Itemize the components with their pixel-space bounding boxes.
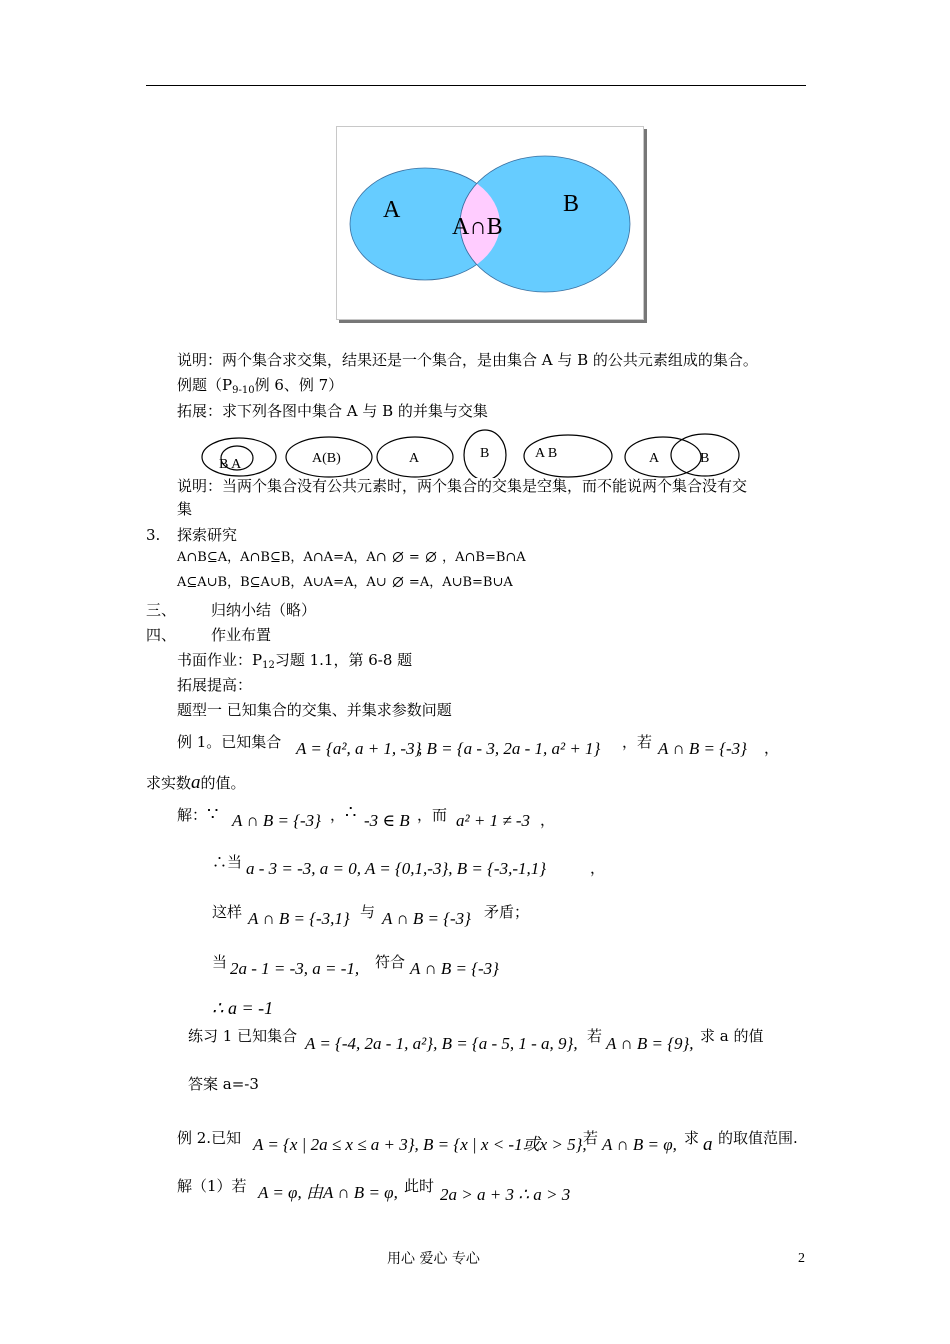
- problem-type-1: 题型一 已知集合的交集、并集求参数问题: [177, 701, 452, 719]
- example-1-condition: A ∩ B = {-3}: [658, 739, 747, 758]
- solution-1-case-1-lead: ∴当: [212, 853, 243, 871]
- diagram-6: [625, 434, 739, 477]
- example-reference: 例题（$P_{9-10}$例 6、例 7）: [177, 376, 344, 396]
- solution-1-comma: ，: [330, 806, 346, 824]
- solution-1-answer: ∴ a = -1: [212, 998, 274, 1018]
- diagram-1-label: B A: [219, 457, 242, 472]
- venn-diagram: [337, 127, 643, 319]
- example-2-qiu: 求: [684, 1129, 700, 1147]
- note-intersection: 说明：两个集合求交集，结果还是一个集合，是由集合 A 与 B 的公共元素组成的集合。: [177, 351, 758, 369]
- example-2-sets: A = {x | 2a ≤ x ≤ a + 3}, B = {x | x < -1或x > 5},: [253, 1135, 587, 1154]
- extension-heading: 拓展提高：: [177, 676, 253, 694]
- diagram-3: [377, 437, 453, 477]
- extend-task: 拓展：求下列各图中集合 A 与 B 的并集与交集: [177, 402, 488, 420]
- example-1-set-b: , B = {a - 3, 2a - 1, a² + 1}: [418, 739, 601, 758]
- solution-1-er: ，而: [417, 806, 448, 824]
- empty-set-icon: [391, 576, 405, 588]
- solution-2-cishi: 此时: [404, 1177, 435, 1195]
- venn-label-ab: A∩B: [452, 214, 503, 240]
- properties-intersection: A∩B⊆A，A∩B⊆B，A∩A=A，A∩ = ，A∩B=B∩A: [177, 550, 526, 565]
- solution-1-case-2: 2a - 1 = -3, a = -1,: [230, 959, 360, 978]
- example-1-lead: 例 1。已知集合: [177, 733, 282, 751]
- solution-1-given: A ∩ B = {-3}: [232, 811, 321, 830]
- solution-1-yu: 与: [360, 903, 376, 921]
- practice-1-ruo: 若: [587, 1027, 603, 1045]
- solution-1-target: A ∩ B = {-3}: [382, 909, 471, 928]
- solution-1-satisfies: A ∩ B = {-3}: [410, 959, 499, 978]
- example-1-set-a: A = {a², a + 1, -3}: [296, 739, 422, 758]
- section-si-number: 四、: [146, 626, 177, 644]
- solution-2-result: 2a > a + 3 ∴ a > 3: [440, 1185, 571, 1204]
- diagram-4-label: B: [480, 446, 490, 461]
- solution-1-comma-2: ，: [540, 811, 556, 829]
- venn-label-b: B: [563, 191, 580, 217]
- properties-union: A⊆A∪B，B⊆A∪B，A∪A=A，A∪ =A，A∪B=B∪A: [177, 575, 513, 590]
- diagram-3-label: A: [409, 451, 420, 466]
- section-3-number: 3.: [146, 526, 161, 544]
- solution-1-case-1: a - 3 = -3, a = 0, A = {0,1,-3}, B = {-3,-1,1}: [246, 859, 547, 878]
- solution-1-case-2-lead: 当: [212, 953, 228, 971]
- section-3-title: 探索研究: [177, 526, 238, 544]
- solution-1-zheyang: 这样: [212, 903, 243, 921]
- solution-2-case: A = φ, 由A ∩ B = φ,: [258, 1183, 398, 1202]
- practice-1-question: 求 a 的值: [700, 1027, 764, 1045]
- venn-label-a: A: [383, 197, 401, 223]
- example-2-var: a: [703, 1134, 713, 1155]
- example-1-comma: ，: [764, 739, 780, 757]
- venn-diagram-frame: [336, 126, 644, 320]
- diagram-1: [202, 438, 276, 476]
- example-1-question: 求实数a的值。: [146, 772, 246, 793]
- therefore-symbol: ∴: [345, 802, 357, 823]
- practice-1-answer: 答案 a=-3: [188, 1075, 259, 1093]
- section-si-title: 作业布置: [211, 626, 272, 644]
- empty-set-icon: [391, 551, 405, 563]
- solution-1-membership: -3 ∈ B: [364, 811, 410, 830]
- homework: 书面作业：$P_{12}$习题 1.1，第 6-8 题: [177, 651, 413, 671]
- example-2-ruo: 若: [583, 1129, 599, 1147]
- footer-text: 用心 爱心 专心: [387, 1251, 480, 1267]
- empty-set-icon: [424, 551, 438, 563]
- solution-1-inequality: a² + 1 ≠ -3: [456, 811, 531, 830]
- example-2-question: 的取值范围.: [718, 1129, 798, 1147]
- page-number: 2: [798, 1251, 805, 1266]
- diagram-6-label-a: A: [649, 451, 660, 466]
- small-diagrams-row: [195, 428, 755, 478]
- diagram-4: [464, 430, 506, 478]
- example-2-condition: A ∩ B = φ,: [602, 1135, 677, 1154]
- example-2-lead: 例 2.已知: [177, 1129, 242, 1147]
- solution-1-result: A ∩ B = {-3,1}: [248, 909, 350, 928]
- solution-1-contradiction: 矛盾；: [484, 903, 530, 921]
- example-1-ruo: ，若: [622, 733, 653, 751]
- diagram-5: [524, 435, 612, 477]
- section-san-title: 归纳小结（略）: [211, 601, 317, 619]
- solution-1-fuhe: 符合: [375, 953, 406, 971]
- practice-1-lead: 练习 1 已知集合: [188, 1027, 298, 1045]
- diagram-2: [286, 437, 372, 477]
- diagram-6-label-b: B: [700, 451, 710, 466]
- section-san-number: 三、: [146, 601, 177, 619]
- solution-1-comma-3: ，: [590, 859, 606, 877]
- diagram-2-label: A(B): [312, 451, 341, 466]
- header-rule: [146, 85, 806, 86]
- solution-2-lead: 解（1）若: [177, 1177, 247, 1195]
- diagram-5-label: A B: [535, 446, 558, 461]
- practice-1-condition: A ∩ B = {9},: [606, 1034, 694, 1053]
- solution-1-lead: 解：∵: [177, 804, 219, 825]
- note-empty-set-line1: 说明：当两个集合没有公共元素时，两个集合的交集是空集，而不能说两个集合没有交: [177, 477, 748, 495]
- practice-1-sets: A = {-4, 2a - 1, a²}, B = {a - 5, 1 - a, 9},: [305, 1034, 578, 1053]
- note-empty-set-line2: 集: [177, 500, 193, 518]
